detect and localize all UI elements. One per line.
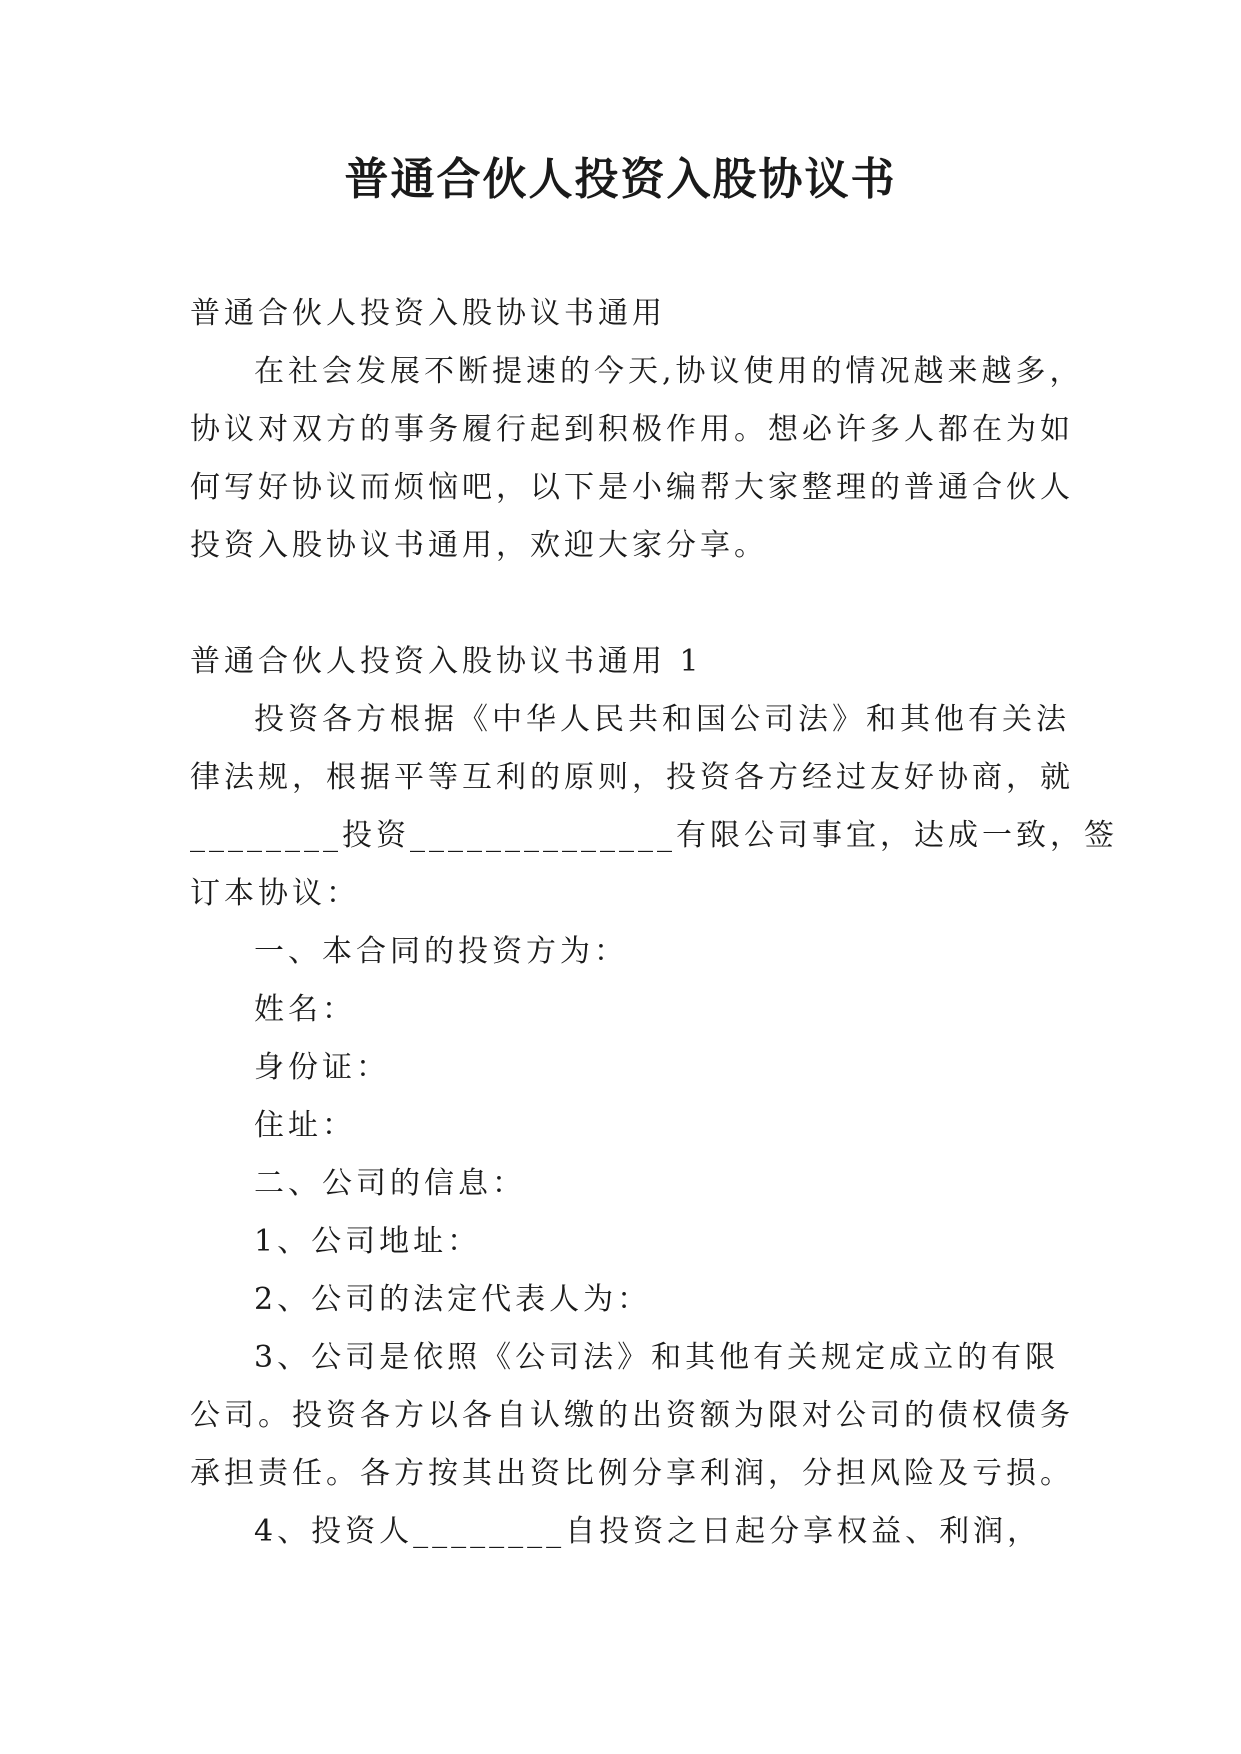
intro-line: 在社会发展不断提速的今天,协议使用的情况越来越多， xyxy=(254,354,1084,389)
field-name: 姓名： xyxy=(254,992,356,1027)
document-subtitle: 普通合伙人投资入股协议书通用 xyxy=(190,296,666,331)
list-item: 1、公司地址： xyxy=(254,1224,482,1259)
clause-heading: 一、本合同的投资方为： xyxy=(254,934,628,969)
list-item: 4、投资人________自投资之日起分享权益、利润， xyxy=(254,1514,1042,1549)
field-id-card: 身份证： xyxy=(254,1050,390,1085)
document-title: 普通合伙人投资入股协议书 xyxy=(344,154,897,205)
intro-line: 协议对双方的事务履行起到积极作用。想必许多人都在为如 xyxy=(190,412,1074,447)
body-line: 公司。投资各方以各自认缴的出资额为限对公司的债权债务 xyxy=(190,1398,1074,1433)
intro-line: 何写好协议而烦恼吧，以下是小编帮大家整理的普通合伙人 xyxy=(190,470,1074,505)
clause-heading: 二、公司的信息： xyxy=(254,1166,526,1201)
field-address: 住址： xyxy=(254,1108,356,1143)
body-line: 律法规，根据平等互利的原则，投资各方经过友好协商，就 xyxy=(190,760,1074,795)
intro-line: 投资入股协议书通用，欢迎大家分享。 xyxy=(190,528,768,563)
body-line: 承担责任。各方按其出资比例分享利润，分担风险及亏损。 xyxy=(190,1456,1074,1491)
body-line: 投资各方根据《中华人民共和国公司法》和其他有关法 xyxy=(254,702,1070,737)
list-item: 2、公司的法定代表人为： xyxy=(254,1282,652,1317)
list-item: 3、公司是依照《公司法》和其他有关规定成立的有限 xyxy=(254,1340,1060,1375)
section-heading: 普通合伙人投资入股协议书通用 1 xyxy=(190,644,703,679)
body-line: 订本协议： xyxy=(190,876,360,911)
body-line-blanks: ________投资______________有限公司事宜，达成一致，签 xyxy=(190,818,1118,853)
